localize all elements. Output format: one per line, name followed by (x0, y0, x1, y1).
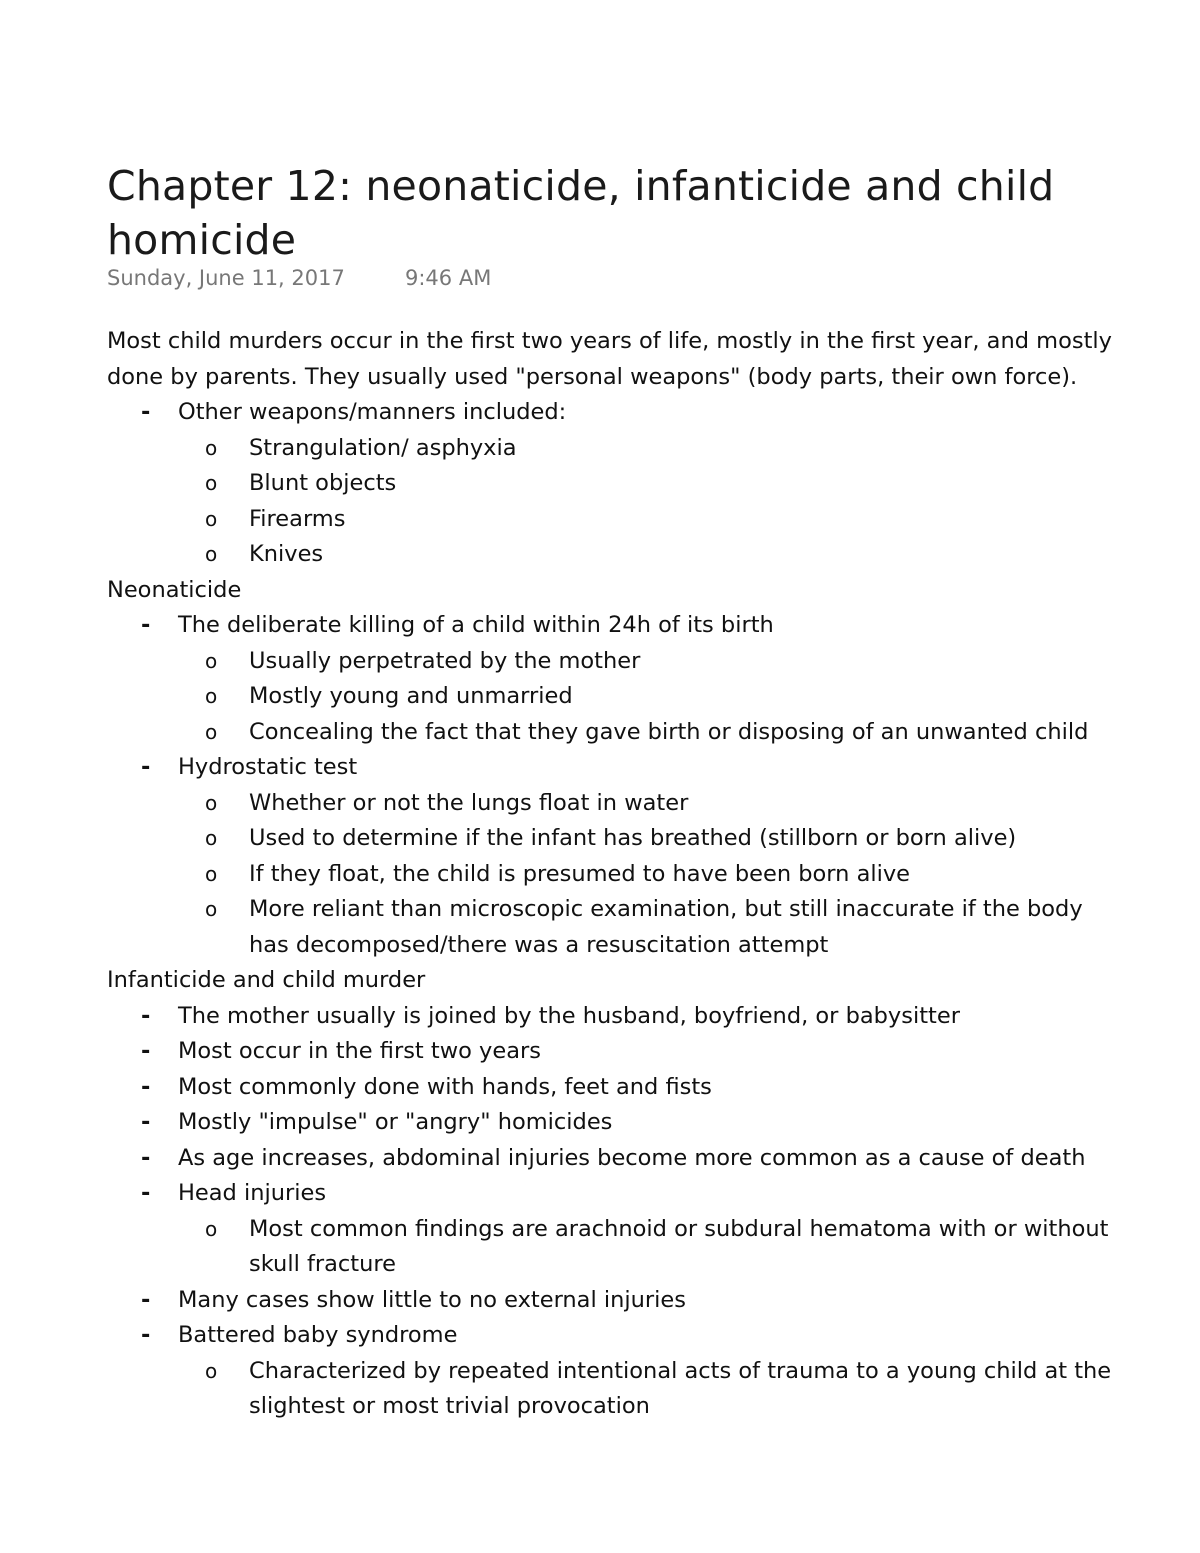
weapon-item: Blunt objects (249, 470, 397, 496)
section-heading-neonaticide: Neonaticide (107, 576, 242, 603)
list-item (178, 715, 1127, 751)
list-item (178, 1212, 1127, 1283)
list-item (107, 1141, 1127, 1177)
list-item (178, 892, 1127, 963)
definition-item: Concealing the fact that they gave birth or disposing of an unwanted child (249, 718, 1089, 745)
dash-bullet: - (141, 1144, 151, 1171)
weapon-item: Strangulation/ asphyxia (249, 434, 517, 461)
list-item (107, 395, 1127, 573)
intro-paragraph: Most child murders occur in the first two years of life, mostly in the first year, and mostly done by parents. They usually used "personal weapons" (body parts, their own force). (107, 328, 1112, 390)
list-item (107, 608, 1127, 750)
section-heading-infanticide: Infanticide and child murder (107, 967, 426, 993)
circle-bullet: o (205, 648, 218, 673)
note-body (107, 324, 1127, 1436)
circle-bullet: o (205, 435, 218, 460)
neonaticide-list (107, 608, 1127, 963)
dash-bullet: - (141, 1109, 151, 1135)
battered-sublist (178, 1354, 1127, 1425)
list-item (178, 537, 1127, 573)
test-sublist (178, 786, 1127, 964)
weapon-item: Knives (249, 541, 324, 567)
dash-bullet: - (141, 612, 151, 638)
list-item (178, 431, 1127, 467)
neonaticide-definition: The deliberate killing of a child within 24h of its birth (178, 612, 774, 638)
page-title: Chapter 12: neonaticide, infanticide and child homicide (107, 162, 1055, 265)
list-item (107, 750, 1127, 963)
definition-item: Mostly young and unmarried (249, 683, 573, 709)
battered-baby-label: Battered baby syndrome (178, 1322, 458, 1348)
test-item: More reliant than microscopic examination, but still inaccurate if the body has decomposed/there was a resuscitation attempt (249, 896, 1083, 958)
list-item (178, 466, 1127, 502)
definition-sublist (178, 644, 1127, 751)
weapons-label: Other weapons/manners included: (178, 399, 567, 425)
dash-bullet: - (141, 754, 151, 780)
test-item: Whether or not the lungs float in water (249, 789, 689, 816)
dash-bullet: - (141, 1322, 151, 1348)
head-injuries-label: Head injuries (178, 1180, 327, 1206)
dash-bullet: - (141, 399, 151, 425)
list-item (178, 857, 1127, 893)
note-metadata (107, 264, 492, 292)
list-item (107, 1034, 1127, 1070)
list-item (107, 1176, 1127, 1283)
weapons-sublist (178, 431, 1127, 573)
circle-bullet: o (205, 1358, 218, 1383)
test-item: If they float, the child is presumed to have been born alive (249, 860, 911, 887)
dash-bullet: - (141, 1286, 151, 1313)
test-item: Used to determine if the infant has breathed (stillborn or born alive) (249, 825, 1017, 851)
infanticide-list (107, 999, 1127, 1425)
circle-bullet: o (205, 506, 218, 531)
infanticide-item: Most occur in the first two years (178, 1038, 541, 1064)
circle-bullet: o (205, 684, 218, 708)
infanticide-item: Mostly "impulse" or "angry" homicides (178, 1109, 613, 1135)
dash-bullet: - (141, 1180, 151, 1206)
external-injuries-item: Many cases show little to no external injuries (178, 1286, 686, 1313)
head-injury-item: Most common findings are arachnoid or subdural hematoma with or without skull fracture (249, 1215, 1109, 1277)
list-item (107, 1318, 1127, 1425)
list-item (107, 999, 1127, 1035)
list-item (107, 1105, 1127, 1141)
list-item (107, 1070, 1127, 1106)
circle-bullet: o (205, 542, 218, 566)
infanticide-item: As age increases, abdominal injuries become more common as a cause of death (178, 1144, 1086, 1171)
circle-bullet: o (205, 471, 218, 495)
hydrostatic-test-label: Hydrostatic test (178, 754, 358, 780)
list-item (178, 1354, 1127, 1425)
circle-bullet: o (205, 861, 218, 886)
infanticide-item: Most commonly done with hands, feet and fists (178, 1073, 712, 1100)
list-item (178, 786, 1127, 822)
list-item (178, 644, 1127, 680)
circle-bullet: o (205, 897, 218, 921)
note-time: 9:46 AM (405, 266, 492, 290)
list-item (178, 821, 1127, 857)
circle-bullet: o (205, 790, 218, 815)
weapons-list (107, 395, 1127, 573)
head-injuries-sublist (178, 1212, 1127, 1283)
dash-bullet: - (141, 1073, 151, 1100)
note-date: Sunday, June 11, 2017 (107, 266, 345, 290)
list-item (178, 679, 1127, 715)
dash-bullet: - (141, 1002, 151, 1029)
battered-item: Characterized by repeated intentional acts of trauma to a young child at the slightest or most trivial provocation (249, 1357, 1112, 1419)
infanticide-item: The mother usually is joined by the husband, boyfriend, or babysitter (178, 1002, 960, 1029)
weapon-item: Firearms (249, 505, 346, 532)
definition-item: Usually perpetrated by the mother (249, 647, 641, 674)
circle-bullet: o (205, 1216, 218, 1241)
list-item (178, 502, 1127, 538)
list-item (107, 1283, 1127, 1319)
circle-bullet: o (205, 719, 218, 744)
circle-bullet: o (205, 826, 218, 850)
dash-bullet: - (141, 1038, 151, 1064)
